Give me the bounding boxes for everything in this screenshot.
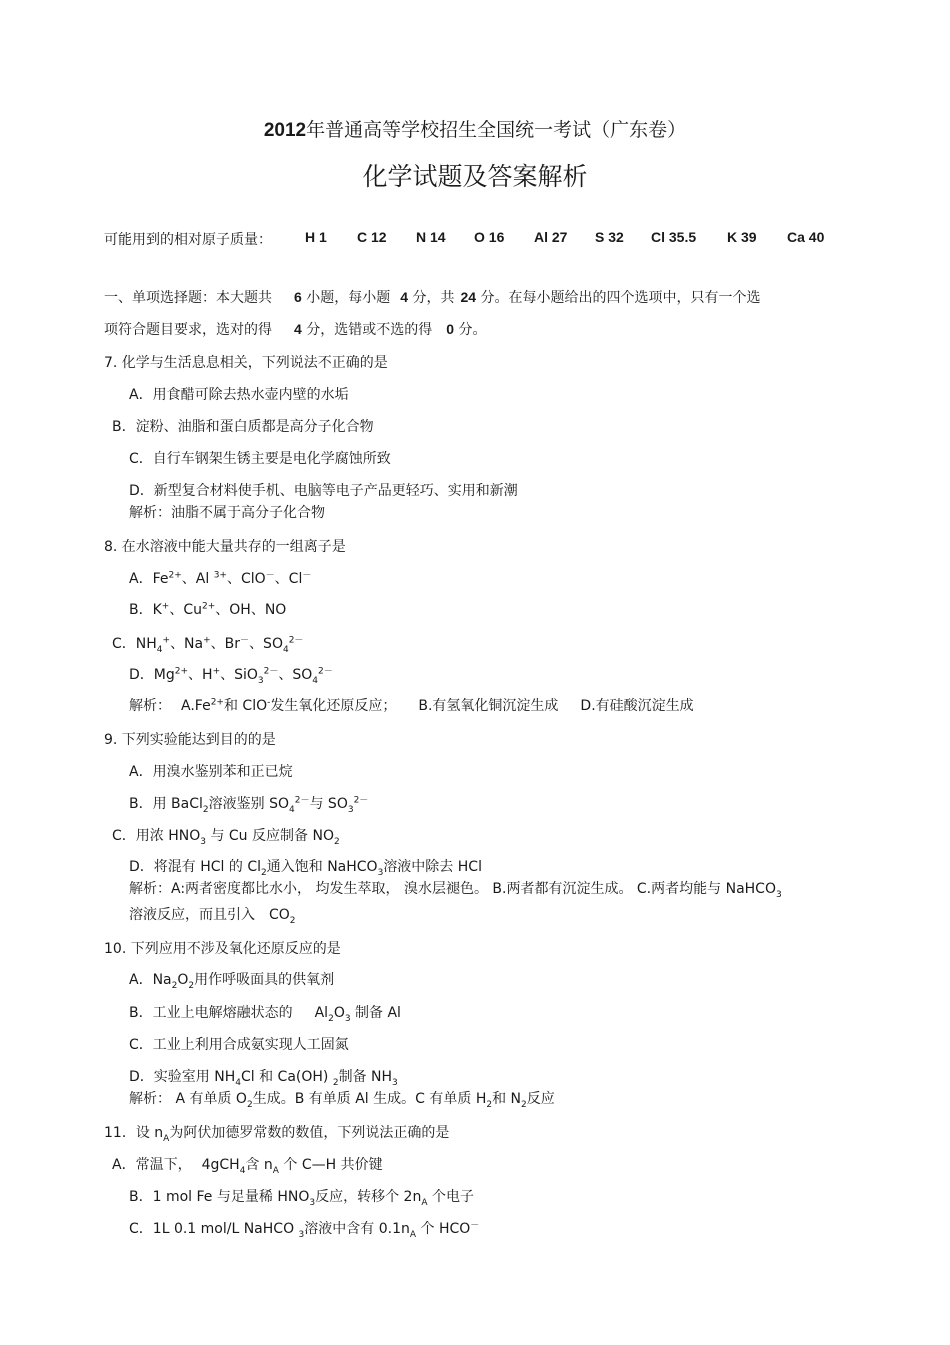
section-instructions-line1: 一、单项选择题：本大题共 6 小题，每小题 4 分，共 24 分。在每小题给出的四个选项中，只有一个选 [104,289,761,306]
atomic-mass-item: Ca 40 [787,229,825,245]
q11-option-b: B．1 mol Fe 与足量稀 $HNO_3$反应，转移个 $2n_A$ 个电子 [129,1189,474,1208]
q9-analysis-line1: 解析：A:两者密度都比水小， 均发生萃取， 溴水层褪色。 B.两者都有沉淀生成。 C.两者均能与 NaHCO$_3$ [129,881,782,900]
q10-stem: 10. 下列应用不涉及氧化还原反应的是 [104,941,341,957]
atomic-mass-item: C 12 [357,229,387,245]
atomic-mass-item: O 16 [474,229,505,245]
q7-option-c: C．自行车钢架生锈主要是电化学腐蚀所致 [129,451,391,467]
q10-option-a: A．$Na_2O_2$用作呼吸面具的供氧剂 [129,972,335,991]
exam-year: 2012 [263,120,307,141]
q9-option-d: D．将混有 HCl 的 $Cl_2$通入饱和 NaHCO$_3$溶液中除去 HCl [129,859,482,878]
exam-subtitle: 化学试题及答案解析 [362,162,588,191]
q10-option-d: D．实验室用 $NH_4Cl$ 和 Ca(OH) $_2$制备 $NH_3$ [129,1069,398,1088]
q10-option-c: C．工业上利用合成氨实现人工固氮 [129,1037,349,1053]
q7-option-b: B．淀粉、油脂和蛋白质都是高分子化合物 [112,419,374,435]
exam-title-text: 年普通高等学校招生全国统一考试（广东卷） [306,119,687,141]
q7-stem: 7. 化学与生活息息相关，下列说法不正确的是 [104,355,388,371]
atomic-mass-item: Cl 35.5 [651,229,697,245]
atomic-mass-item: Al 27 [534,229,568,245]
q10-analysis: 解析： A 有单质 $O_2$生成。B 有单质 Al 生成。C 有单质 $H_2$和 $N_2$反应 [129,1091,555,1110]
q11-stem: 11．设 $n_A$为阿伏加德罗常数的数值，下列说法正确的是 [104,1125,450,1144]
atomic-mass-item: H 1 [305,229,327,245]
atomic-mass-item: S 32 [595,229,624,245]
q9-analysis-line2: 溶液反应，而且引入 $CO_2$ [129,907,296,926]
q9-option-a: A．用溴水鉴别苯和正已烷 [129,764,293,780]
exam-title [0,117,950,144]
atomic-mass-item: N 14 [416,229,446,245]
q8-stem: 8. 在水溶液中能大量共存的一组离子是 [104,539,346,555]
q11-option-a: A．常温下， 4gCH$_4$含 $n_A$ 个 C—H 共价键 [112,1157,383,1176]
q8-option-a: A．$Fe^{2+}$、Al $^{3+}$、ClO－、Cl－ [129,570,312,587]
q7-option-a: A．用食醋可除去热水壶内壁的水垢 [129,387,349,403]
q8-option-d: D．$Mg^{2+}$、H+、SiO$_3^{2-}$、$SO_4^{2-}$ [129,666,333,686]
q11-option-c: C．1L 0.1 mol/L NaHCO $_3$溶液中含有 $0.1n_A$ 个 HCO－ [129,1220,480,1240]
q9-option-c: C．用浓 $HNO_3$ 与 Cu 反应制备 $NO_2$ [112,828,340,847]
q8-analysis: 解析： $A.Fe^{2+}$和 ClO-发生氧化还原反应； B.有氢氧化铜沉淀生成 D.有硅酸沉淀生成 [129,697,694,714]
section-instructions-line2: 项符合题目要求，选对的得 4 分，选错或不选的得 0 分。 [104,321,487,338]
q9-stem: 9. 下列实验能达到目的的是 [104,732,276,748]
q7-option-d: D．新型复合材料使手机、电脑等电子产品更轻巧、实用和新潮 [129,483,518,499]
q8-option-b: B．K+、$Cu^{2+}$、OH、NO [129,601,287,618]
q8-option-c: C．$NH_4^+$、Na+、Br－、$SO_4^{2-}$ [112,635,304,655]
q9-option-b: B．用 BaCl$_2$溶液鉴别 $SO_4^{2-}$与 $SO_3^{2-}$ [129,795,369,815]
atomic-mass-item: K 39 [727,229,757,245]
atomic-mass-label: 可能用到的相对原子质量： [104,232,272,248]
q10-option-b: B．工业上电解熔融状态的 $Al_2O_3$ 制备 Al [129,1005,401,1024]
q7-analysis: 解析：油脂不属于高分子化合物 [129,505,325,521]
